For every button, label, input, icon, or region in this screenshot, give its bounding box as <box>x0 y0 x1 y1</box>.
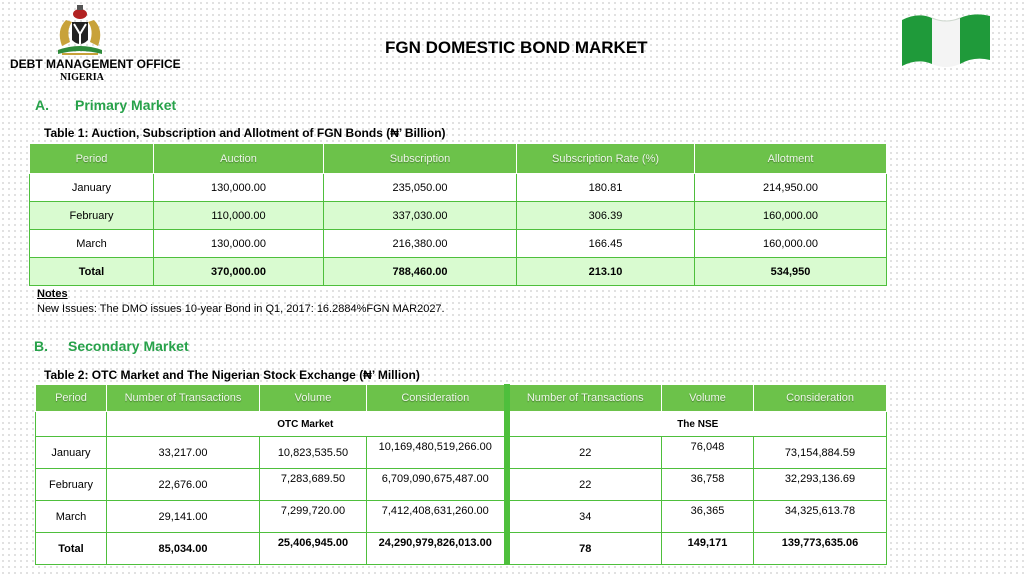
table-row <box>36 501 887 533</box>
column-header: Number of Transactions <box>107 385 260 412</box>
table-cell: 73,154,884.59 <box>754 437 887 469</box>
table-cell: 22 <box>507 437 662 469</box>
notes-text: New Issues: The DMO issues 10-year Bond in Q1, 2017: 16.2884%FGN MAR2027. <box>37 303 445 315</box>
table-cell: 370,000.00 <box>154 258 324 286</box>
table-cell: 7,283,689.50 <box>260 469 367 501</box>
table-cell: February <box>36 469 107 501</box>
table-cell: March <box>36 501 107 533</box>
table-cell: 24,290,979,826,013.00 <box>367 533 507 565</box>
page-title: FGN DOMESTIC BOND MARKET <box>385 38 648 57</box>
section-a-heading: Primary Market <box>75 97 177 113</box>
org-name: DEBT MANAGEMENT OFFICE <box>10 57 181 71</box>
table-cell: 214,950.00 <box>695 174 887 202</box>
table-cell: Total <box>36 533 107 565</box>
table-total-row <box>30 258 887 286</box>
table-cell: 139,773,635.06 <box>754 533 887 565</box>
table-cell: 78 <box>507 533 662 565</box>
table-cell: 160,000.00 <box>695 202 887 230</box>
column-header: Subscription Rate (%) <box>517 144 695 174</box>
column-header: Number of Transactions <box>507 385 662 412</box>
column-header: Auction <box>154 144 324 174</box>
org-country: NIGERIA <box>60 72 104 83</box>
table-row <box>36 437 887 469</box>
table2-caption: Table 2: OTC Market and The Nigerian Stock Exchange (₦’ Million) <box>44 368 420 382</box>
table-row <box>36 469 887 501</box>
column-header: Volume <box>662 385 754 412</box>
table-row <box>30 174 887 202</box>
table-cell: 22,676.00 <box>107 469 260 501</box>
column-header: Subscription <box>324 144 517 174</box>
table-cell: 85,034.00 <box>107 533 260 565</box>
table-cell: 130,000.00 <box>154 230 324 258</box>
table-cell: 235,050.00 <box>324 174 517 202</box>
table-cell: 216,380.00 <box>324 230 517 258</box>
table-cell: January <box>36 437 107 469</box>
table-cell: 25,406,945.00 <box>260 533 367 565</box>
table-row <box>30 230 887 258</box>
table-cell <box>36 412 107 437</box>
table-cell: 110,000.00 <box>154 202 324 230</box>
table-cell: 36,365 <box>662 501 754 533</box>
table-cell: 160,000.00 <box>695 230 887 258</box>
group-label-nse: The NSE <box>507 412 887 437</box>
table-cell: 6,709,090,675,487.00 <box>367 469 507 501</box>
table-cell: January <box>30 174 154 202</box>
column-header: Period <box>36 385 107 412</box>
table-cell: 33,217.00 <box>107 437 260 469</box>
coat-of-arms-icon <box>50 2 110 58</box>
table-cell: 36,758 <box>662 469 754 501</box>
table-cell: 306.39 <box>517 202 695 230</box>
column-header: Consideration <box>754 385 887 412</box>
table-header-row <box>30 144 887 174</box>
table-cell: 10,823,535.50 <box>260 437 367 469</box>
column-header: Consideration <box>367 385 507 412</box>
table-cell: 130,000.00 <box>154 174 324 202</box>
table-cell: 149,171 <box>662 533 754 565</box>
table-cell: 7,299,720.00 <box>260 501 367 533</box>
column-header: Volume <box>260 385 367 412</box>
table-cell: 534,950 <box>695 258 887 286</box>
notes-heading: Notes <box>37 288 68 300</box>
section-a-letter: A. <box>35 97 49 113</box>
table1-caption: Table 1: Auction, Subscription and Allotment of FGN Bonds (₦’ Billion) <box>44 126 446 140</box>
column-header: Allotment <box>695 144 887 174</box>
table-cell: 213.10 <box>517 258 695 286</box>
table-cell: 34 <box>507 501 662 533</box>
table-cell: 22 <box>507 469 662 501</box>
table-cell: 34,325,613.78 <box>754 501 887 533</box>
group-header-row <box>36 412 887 437</box>
secondary-market-table <box>35 384 887 565</box>
table-cell: February <box>30 202 154 230</box>
table-cell: 337,030.00 <box>324 202 517 230</box>
table-cell: 32,293,136.69 <box>754 469 887 501</box>
column-header: Period <box>30 144 154 174</box>
primary-market-table <box>29 143 887 286</box>
section-b-letter: B. <box>34 338 48 354</box>
section-b-heading: Secondary Market <box>68 338 189 354</box>
table-row <box>30 202 887 230</box>
table-total-row <box>36 533 887 565</box>
table-cell: 10,169,480,519,266.00 <box>367 437 507 469</box>
table-header-row <box>36 385 887 412</box>
nigeria-flag-icon <box>898 10 994 68</box>
table-cell: 7,412,408,631,260.00 <box>367 501 507 533</box>
table-cell: 29,141.00 <box>107 501 260 533</box>
table-cell: 166.45 <box>517 230 695 258</box>
table-cell: 180.81 <box>517 174 695 202</box>
table-cell: 76,048 <box>662 437 754 469</box>
table-cell: Total <box>30 258 154 286</box>
table-cell: March <box>30 230 154 258</box>
group-label-otc: OTC Market <box>107 412 507 437</box>
table-cell: 788,460.00 <box>324 258 517 286</box>
